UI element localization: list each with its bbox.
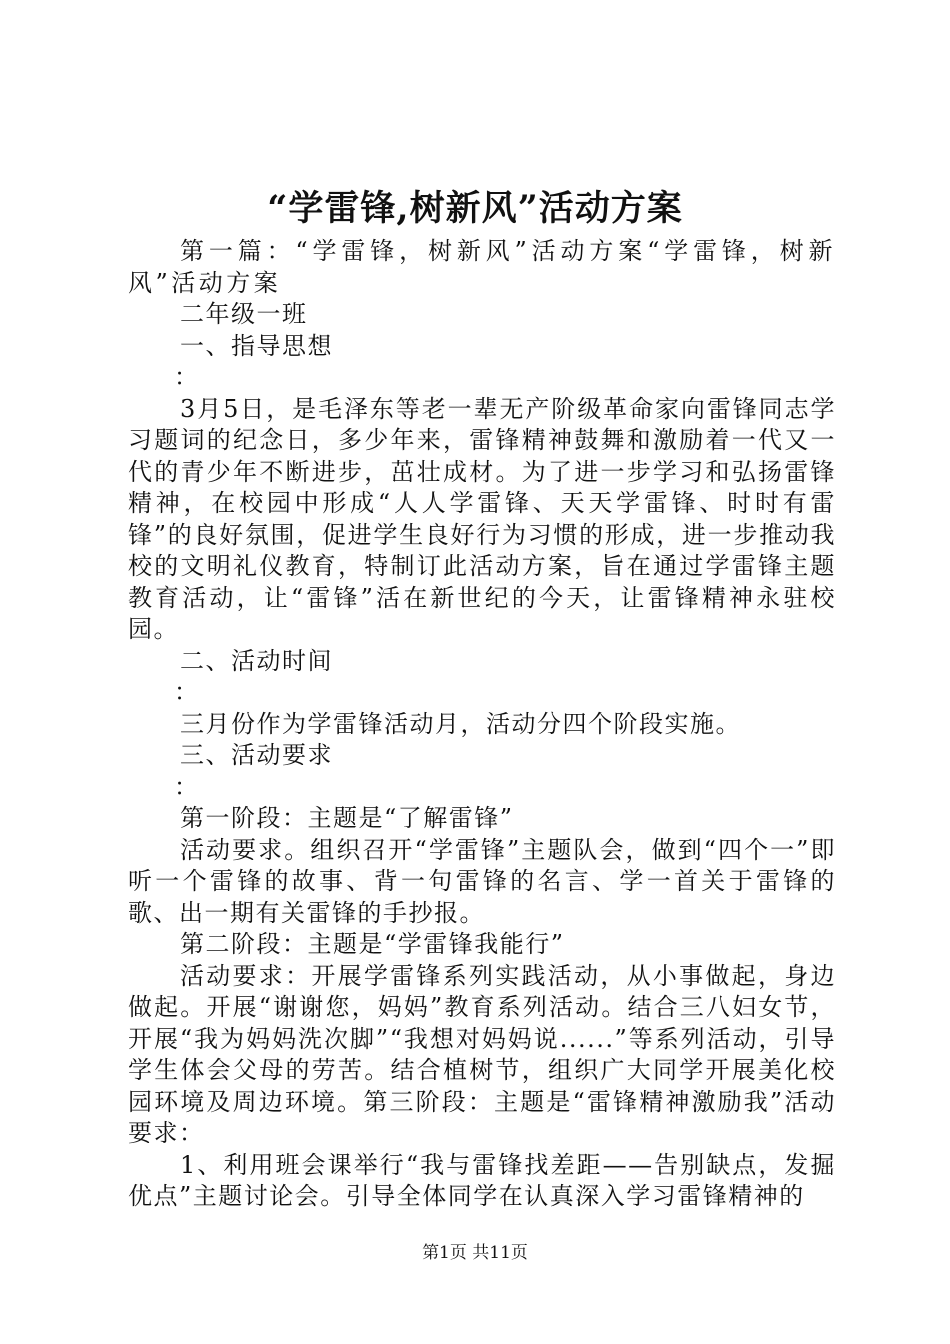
paragraph-stage-two: 活动要求：开展学雷锋系列实践活动，从小事做起，身边做起。开展“谢谢您，妈妈”教育系列活动。结合三八妇女节，开展“我为妈妈洗次脚”“我想对妈妈说......”等系列活动，引导学生体会父母的劳苦。结合植树节，组织广大同学开展美化校园环境及周边环境。第三阶段：主题是“雷锋精神激励我”活动要求： — [128, 961, 836, 1147]
page-footer: 第1页 共11页 — [422, 1243, 528, 1263]
colon-line: ： — [174, 772, 200, 801]
paragraph-intro: 第一篇：“学雷锋，树新风”活动方案“学雷锋，树新风”活动方案 — [128, 237, 836, 297]
colon-line: ： — [174, 363, 200, 391]
heading-guiding-thought: 一、指导思想 — [180, 331, 333, 360]
colon-line: ： — [174, 678, 200, 706]
heading-activity-time: 二、活动时间 — [180, 646, 333, 675]
heading-stage-two: 第二阶段：主题是“学雷锋我能行” — [180, 930, 565, 958]
heading-stage-one: 第一阶段：主题是“了解雷锋” — [180, 804, 514, 832]
paragraph-activity-time: 三月份作为学雷锋活动月，活动分四个阶段实施。 — [180, 709, 741, 738]
paragraph-guiding-thought: 3月5日，是毛泽东等老一辈无产阶级革命家向雷锋同志学习题词的纪念日，多少年来，雷锋精神鼓舞和激励着一代又一代的青少年不断进步，茁壮成材。为了进一步学习和弘扬雷锋精神，在校园中形成“人人学雷锋、天天学雷锋、时时有雷锋”的良好氛围，促进学生良好行为习惯的形成，进一步推动我校的文明礼仪教育，特制订此活动方案，旨在通过学雷锋主题教育活动，让“雷锋”活在新世纪的今天，让雷锋精神永驻校园。 — [128, 394, 836, 643]
paragraph-item-one: 1、利用班会课举行“我与雷锋找差距——告别缺点，发掘优点”主题讨论会。引导全体同学在认真深入学习雷锋精神的 — [128, 1150, 836, 1210]
heading-activity-requirements: 三、活动要求 — [180, 741, 333, 769]
document-body — [128, 236, 836, 1213]
document-title: “学雷锋,树新风”活动方案 — [267, 188, 683, 229]
paragraph-class-name: 二年级一班 — [180, 300, 308, 328]
paragraph-stage-one: 活动要求。组织召开“学雷锋”主题队会，做到“四个一”即听一个雷锋的故事、背一句雷锋的名言、学一首关于雷锋的歌、出一期有关雷锋的手抄报。 — [128, 835, 836, 927]
